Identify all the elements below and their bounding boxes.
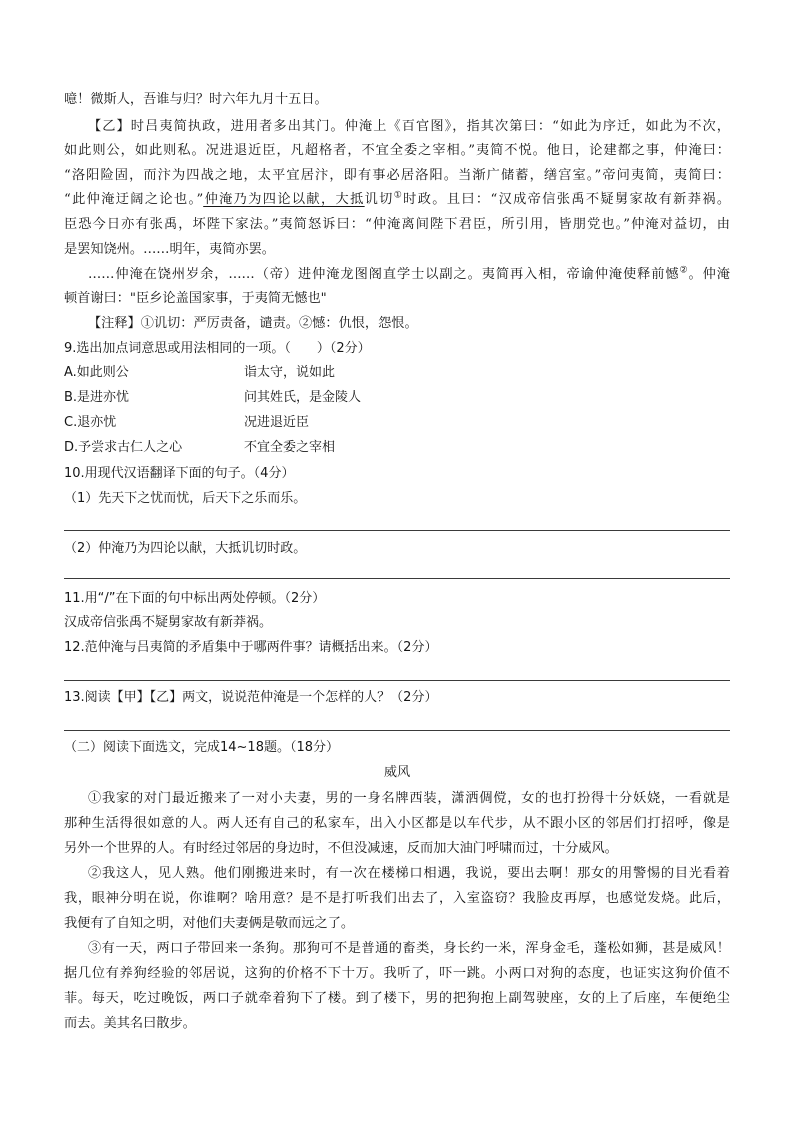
passage-b-line-5: 臣恐今日亦有张禹，坏陛下家法。”夷简怒诉曰：“仲淹离间陛下君臣，所引用，皆朋党也。”仲淹对益切，由 (64, 217, 730, 232)
passage-b-line-7-start: ……仲淹在饶州岁余，……（帝）进仲淹龙图阁直学士以副之。夷简再入相，帝谕仲淹使释前憾 (88, 267, 680, 282)
passage-b-line-4-end: 时政。且曰：“汉成帝信张禹不疑舅家故有新莽祸。 (403, 192, 730, 207)
passage-b-line-1: 【乙】时吕夷简执政，进用者多出其门。仲淹上《百官图》，指其次第曰：“如此为序迁，如此为不次， (88, 119, 730, 134)
option-a-label: A.如此则公 (64, 365, 129, 380)
story-line-4: ②我这人，见人熟。他们刚搬进来时，有一次在楼梯口相遇，我说，要出去啊！那女的用警惕的目光看着 (88, 866, 730, 881)
annotation-note: 【注释】①讥切：严厉责备，谴责。②憾：仇恨，怨恨。 (88, 316, 418, 331)
footnote-mark-2: ② (679, 265, 689, 276)
question-9-stem: 9.选出加点词意思或用法相同的一项。（ ）（2分） (64, 341, 371, 356)
answer-line (64, 680, 730, 681)
passage-b-line-4-start: “此仲淹迂阔之论也。” (64, 192, 204, 207)
story-title: 威风 (383, 765, 411, 780)
story-line-7: ③有一天，两口子带回来一条狗。那狗可不是普通的畜类，身长约一米，浑身金毛，蓬松如狮，甚是威风！ (88, 941, 730, 956)
option-a-pair: 诣太守，说如此 (244, 365, 336, 380)
story-line-9: 菲。每天，吃过晚饭，两口子就牵着狗下了楼。到了楼下，男的把狗抱上副驾驶座，女的上了后座，车便绝尘 (64, 991, 730, 1006)
passage-a-last-line: 噫！微斯人，吾谁与归？时六年九月十五日。 (64, 92, 328, 107)
question-10-sentence-1: （1）先天下之忧而忧，后天下之乐而乐。 (64, 491, 307, 506)
story-line-5: 我，眼神分明在说，你谁啊？啥用意？是不是打听我们出去了，入室盗窃？我脸皮再厚，也感觉发烧。此后， (64, 891, 730, 906)
section-2-heading: （二）阅读下面选文，完成14~18题。（18分） (64, 740, 340, 755)
passage-b-line-3: “洛阳险固，而汴为四战之地，太平宜居汴，即有事必居洛阳。当渐广储蓄，缮宫室。”帝问夷简，夷简曰： (64, 168, 730, 183)
answer-line (64, 530, 730, 531)
question-11-sentence: 汉成帝信张禹不疑舅家故有新莽祸。 (64, 615, 273, 630)
question-12-stem: 12.范仲淹与吕夷简的矛盾集中于哪两件事？请概括出来。（2分） (64, 640, 438, 655)
story-line-8: 据几位有养狗经验的邻居说，这狗的价格不下十万。我听了，吓一跳。小两口对狗的态度，也证实这狗价值不 (64, 966, 730, 981)
story-line-1: ①我家的对门最近搬来了一对小夫妻，男的一身名牌西装，潇洒倜傥，女的也打扮得十分妖娆，一看就是 (88, 791, 730, 806)
option-b-pair: 问其姓氏，是金陵人 (244, 390, 362, 405)
option-d-label: D.予尝求古仁人之心 (64, 440, 183, 455)
answer-line (64, 578, 730, 579)
passage-b-line-7-end: 。仲淹 (688, 267, 730, 282)
story-line-10: 而去。美其名曰散步。 (64, 1016, 196, 1031)
option-c-label: C.退亦忧 (64, 415, 117, 430)
passage-b-line-7 (88, 265, 730, 285)
story-line-2: 那种生活得很如意的人。两人还有自己的私家车，出入小区都是以车代步，从不跟小区的邻居们打招呼，像是 (64, 816, 730, 831)
passage-b-line-4 (64, 190, 730, 210)
underlined-sentence: 仲淹乃为四论以献，大抵 (203, 192, 365, 207)
question-11-stem: 11.用“/”在下面的句中标出两处停顿。（2分） (64, 591, 326, 606)
option-b-label: B.是进亦忧 (64, 390, 130, 405)
question-10-stem: 10.用现代汉语翻译下面的句子。（4分） (64, 466, 295, 481)
story-line-3: 另外一个世界的人。有时经过邻居的身边时，不但没减速，反而加大油门呼啸而过，十分威风。 (64, 841, 618, 856)
passage-b-line-6: 是罢知饶州。……明年，夷简亦罢。 (64, 242, 275, 257)
answer-line (64, 730, 730, 731)
question-10-sentence-2: （2）仲淹乃为四论以献，大抵讥切时政。 (64, 541, 307, 556)
question-13-stem: 13.阅读【甲】【乙】两文，说说范仲淹是一个怎样的人？（2分） (64, 690, 438, 705)
option-c-pair: 况进退近臣 (244, 415, 310, 430)
option-d-pair: 不宜全委之宰相 (244, 440, 336, 455)
footnote-mark-1: ① (393, 190, 404, 201)
passage-b-line-8: 顿首谢曰："臣乡论盖国家事，于夷简无憾也" (64, 291, 327, 306)
passage-b-line-4-mid: 讥切 (364, 192, 394, 207)
story-line-6: 我便有了自知之明，对他们夫妻俩是敬而远之了。 (64, 916, 355, 931)
passage-b-line-2: 如此则公，如此则私。况进退近臣，凡超格者，不宜全委之宰相。”夷简不悦。他日，论建都之事，仲淹曰： (64, 143, 730, 158)
